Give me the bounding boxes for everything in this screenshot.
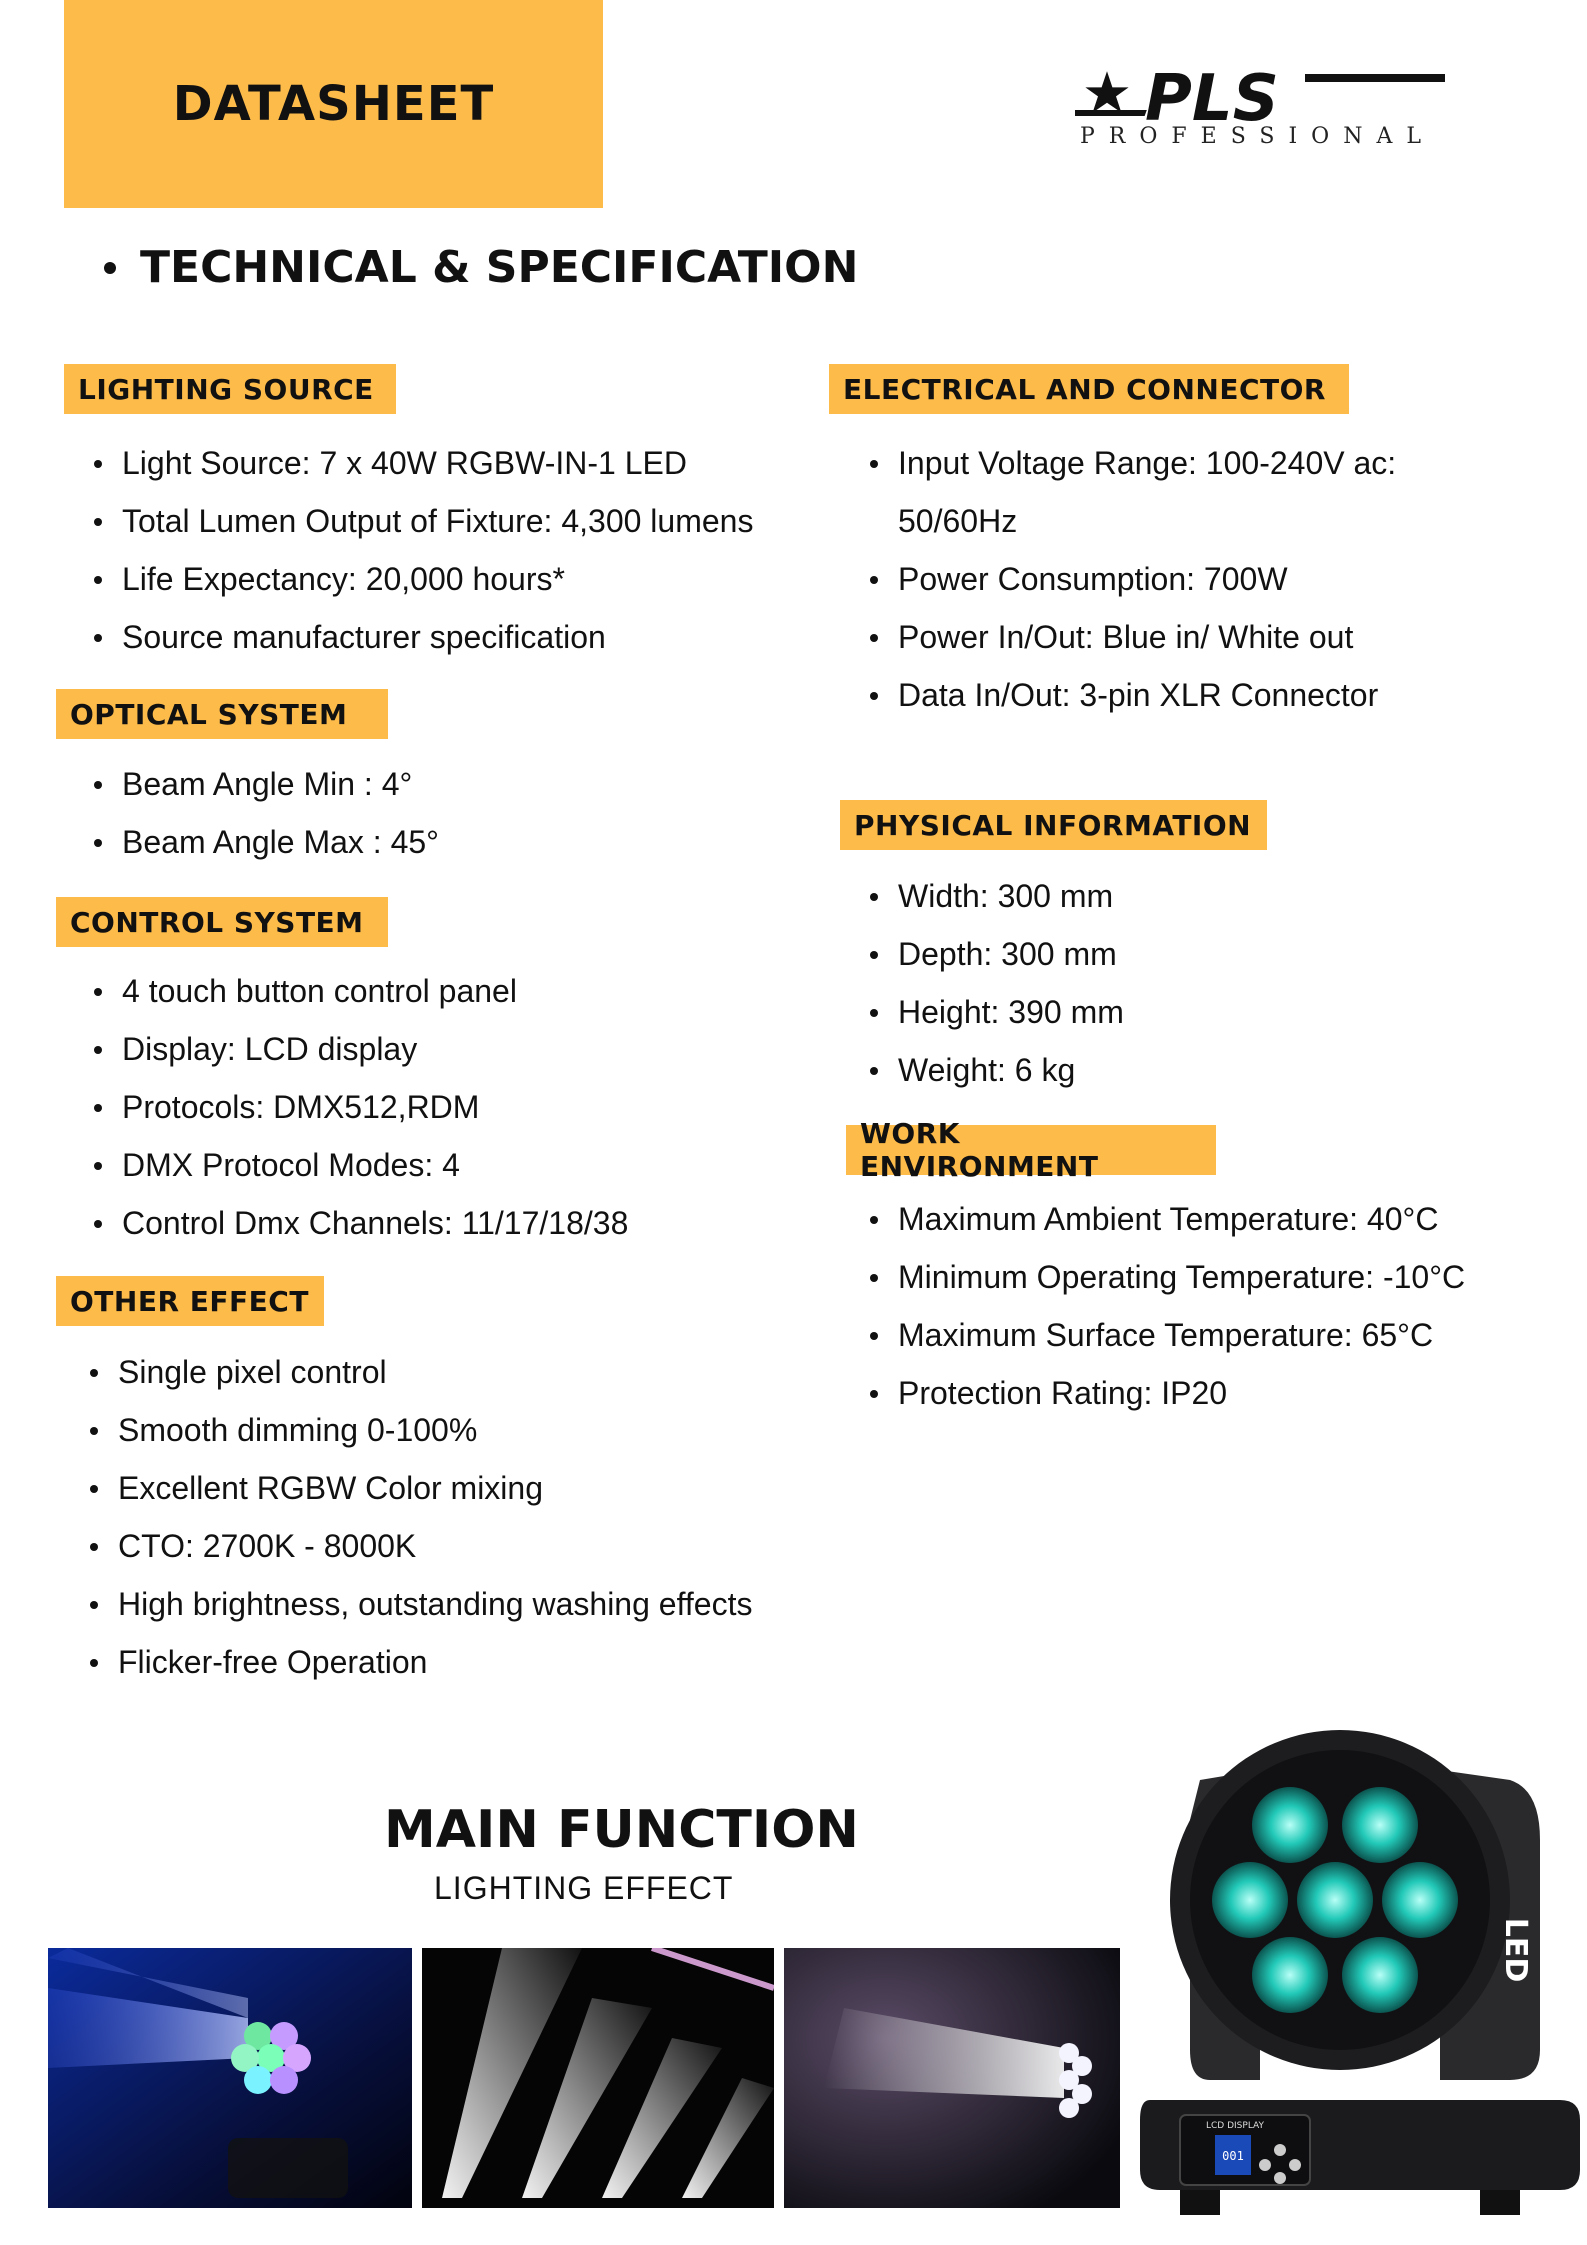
label-optical-system: OPTICAL SYSTEM xyxy=(56,689,388,739)
list-item: Height: 390 mm xyxy=(870,983,1124,1041)
list-item: Power In/Out: Blue in/ White out xyxy=(870,608,1396,666)
list-item: High brightness, outstanding washing effects xyxy=(90,1575,752,1633)
list-item: Beam Angle Max : 45° xyxy=(94,813,439,871)
list-item: Excellent RGBW Color mixing xyxy=(90,1459,752,1517)
list-item: 4 touch button control panel xyxy=(94,962,628,1020)
list-item: Maximum Surface Temperature: 65°C xyxy=(870,1306,1465,1364)
list-lighting-source xyxy=(94,434,753,666)
list-item: Smooth dimming 0-100% xyxy=(90,1401,752,1459)
label-physical: PHYSICAL INFORMATION xyxy=(840,800,1267,850)
list-item: Weight: 6 kg xyxy=(870,1041,1124,1099)
list-item: Total Lumen Output of Fixture: 4,300 lumens xyxy=(94,492,753,550)
list-item: Protocols: DMX512,RDM xyxy=(94,1078,628,1136)
effect-photo-single-beam xyxy=(784,1948,1120,2208)
list-electrical xyxy=(870,434,1396,724)
label-lighting-source: LIGHTING SOURCE xyxy=(64,364,396,414)
list-item: Input Voltage Range: 100-240V ac: xyxy=(870,434,1396,492)
label-electrical: ELECTRICAL AND CONNECTOR xyxy=(829,364,1349,414)
list-item: Protection Rating: IP20 xyxy=(870,1364,1465,1422)
page-title: DATASHEET xyxy=(172,76,495,132)
list-item: Data In/Out: 3-pin XLR Connector xyxy=(870,666,1396,724)
label-control-system: CONTROL SYSTEM xyxy=(56,897,388,947)
product-image xyxy=(1140,1660,1580,2220)
logo-text: PLS xyxy=(1145,62,1279,136)
list-item: Display: LCD display xyxy=(94,1020,628,1078)
list-other-effect xyxy=(90,1343,752,1691)
list-item: Beam Angle Min : 4° xyxy=(94,755,439,813)
list-item: Power Consumption: 700W xyxy=(870,550,1396,608)
label-work-environment: WORK ENVIRONMENT xyxy=(846,1125,1216,1175)
list-item: 50/60Hz xyxy=(898,503,1018,539)
list-item: DMX Protocol Modes: 4 xyxy=(94,1136,628,1194)
label-other-effect: OTHER EFFECT xyxy=(56,1276,324,1326)
section-title-text: TECHNICAL & SPECIFICATION xyxy=(140,242,859,293)
list-item: Life Expectancy: 20,000 hours* xyxy=(94,550,753,608)
list-item: Control Dmx Channels: 11/17/18/38 xyxy=(94,1194,628,1252)
list-item: Width: 300 mm xyxy=(870,867,1124,925)
list-item: Flicker-free Operation xyxy=(90,1633,752,1691)
main-function-title: MAIN FUNCTION xyxy=(384,1800,859,1860)
list-item: CTO: 2700K - 8000K xyxy=(90,1517,752,1575)
effect-photo-white-beams xyxy=(422,1948,774,2208)
list-work-environment xyxy=(870,1190,1465,1422)
list-physical xyxy=(870,867,1124,1099)
display-value: 001 xyxy=(1222,2149,1244,2163)
datasheet-header xyxy=(64,0,603,208)
section-title xyxy=(104,242,858,293)
logo-subtext: PROFESSIONAL xyxy=(1080,124,1435,149)
bullet-icon xyxy=(104,262,116,274)
list-item: Maximum Ambient Temperature: 40°C xyxy=(870,1190,1465,1248)
effect-photo-blue-beams xyxy=(48,1948,412,2208)
list-item: Minimum Operating Temperature: -10°C xyxy=(870,1248,1465,1306)
list-item: Single pixel control xyxy=(90,1343,752,1401)
list-control-system xyxy=(94,962,628,1252)
list-optical-system xyxy=(94,755,439,871)
display-title: LCD DISPLAY xyxy=(1206,2121,1264,2131)
main-function-subtitle: LIGHTING EFFECT xyxy=(434,1870,734,1906)
product-side-label: LED xyxy=(1498,1917,1533,1983)
list-item: Source manufacturer specification xyxy=(94,608,753,666)
list-item: Light Source: 7 x 40W RGBW-IN-1 LED xyxy=(94,434,753,492)
list-item: Depth: 300 mm xyxy=(870,925,1124,983)
